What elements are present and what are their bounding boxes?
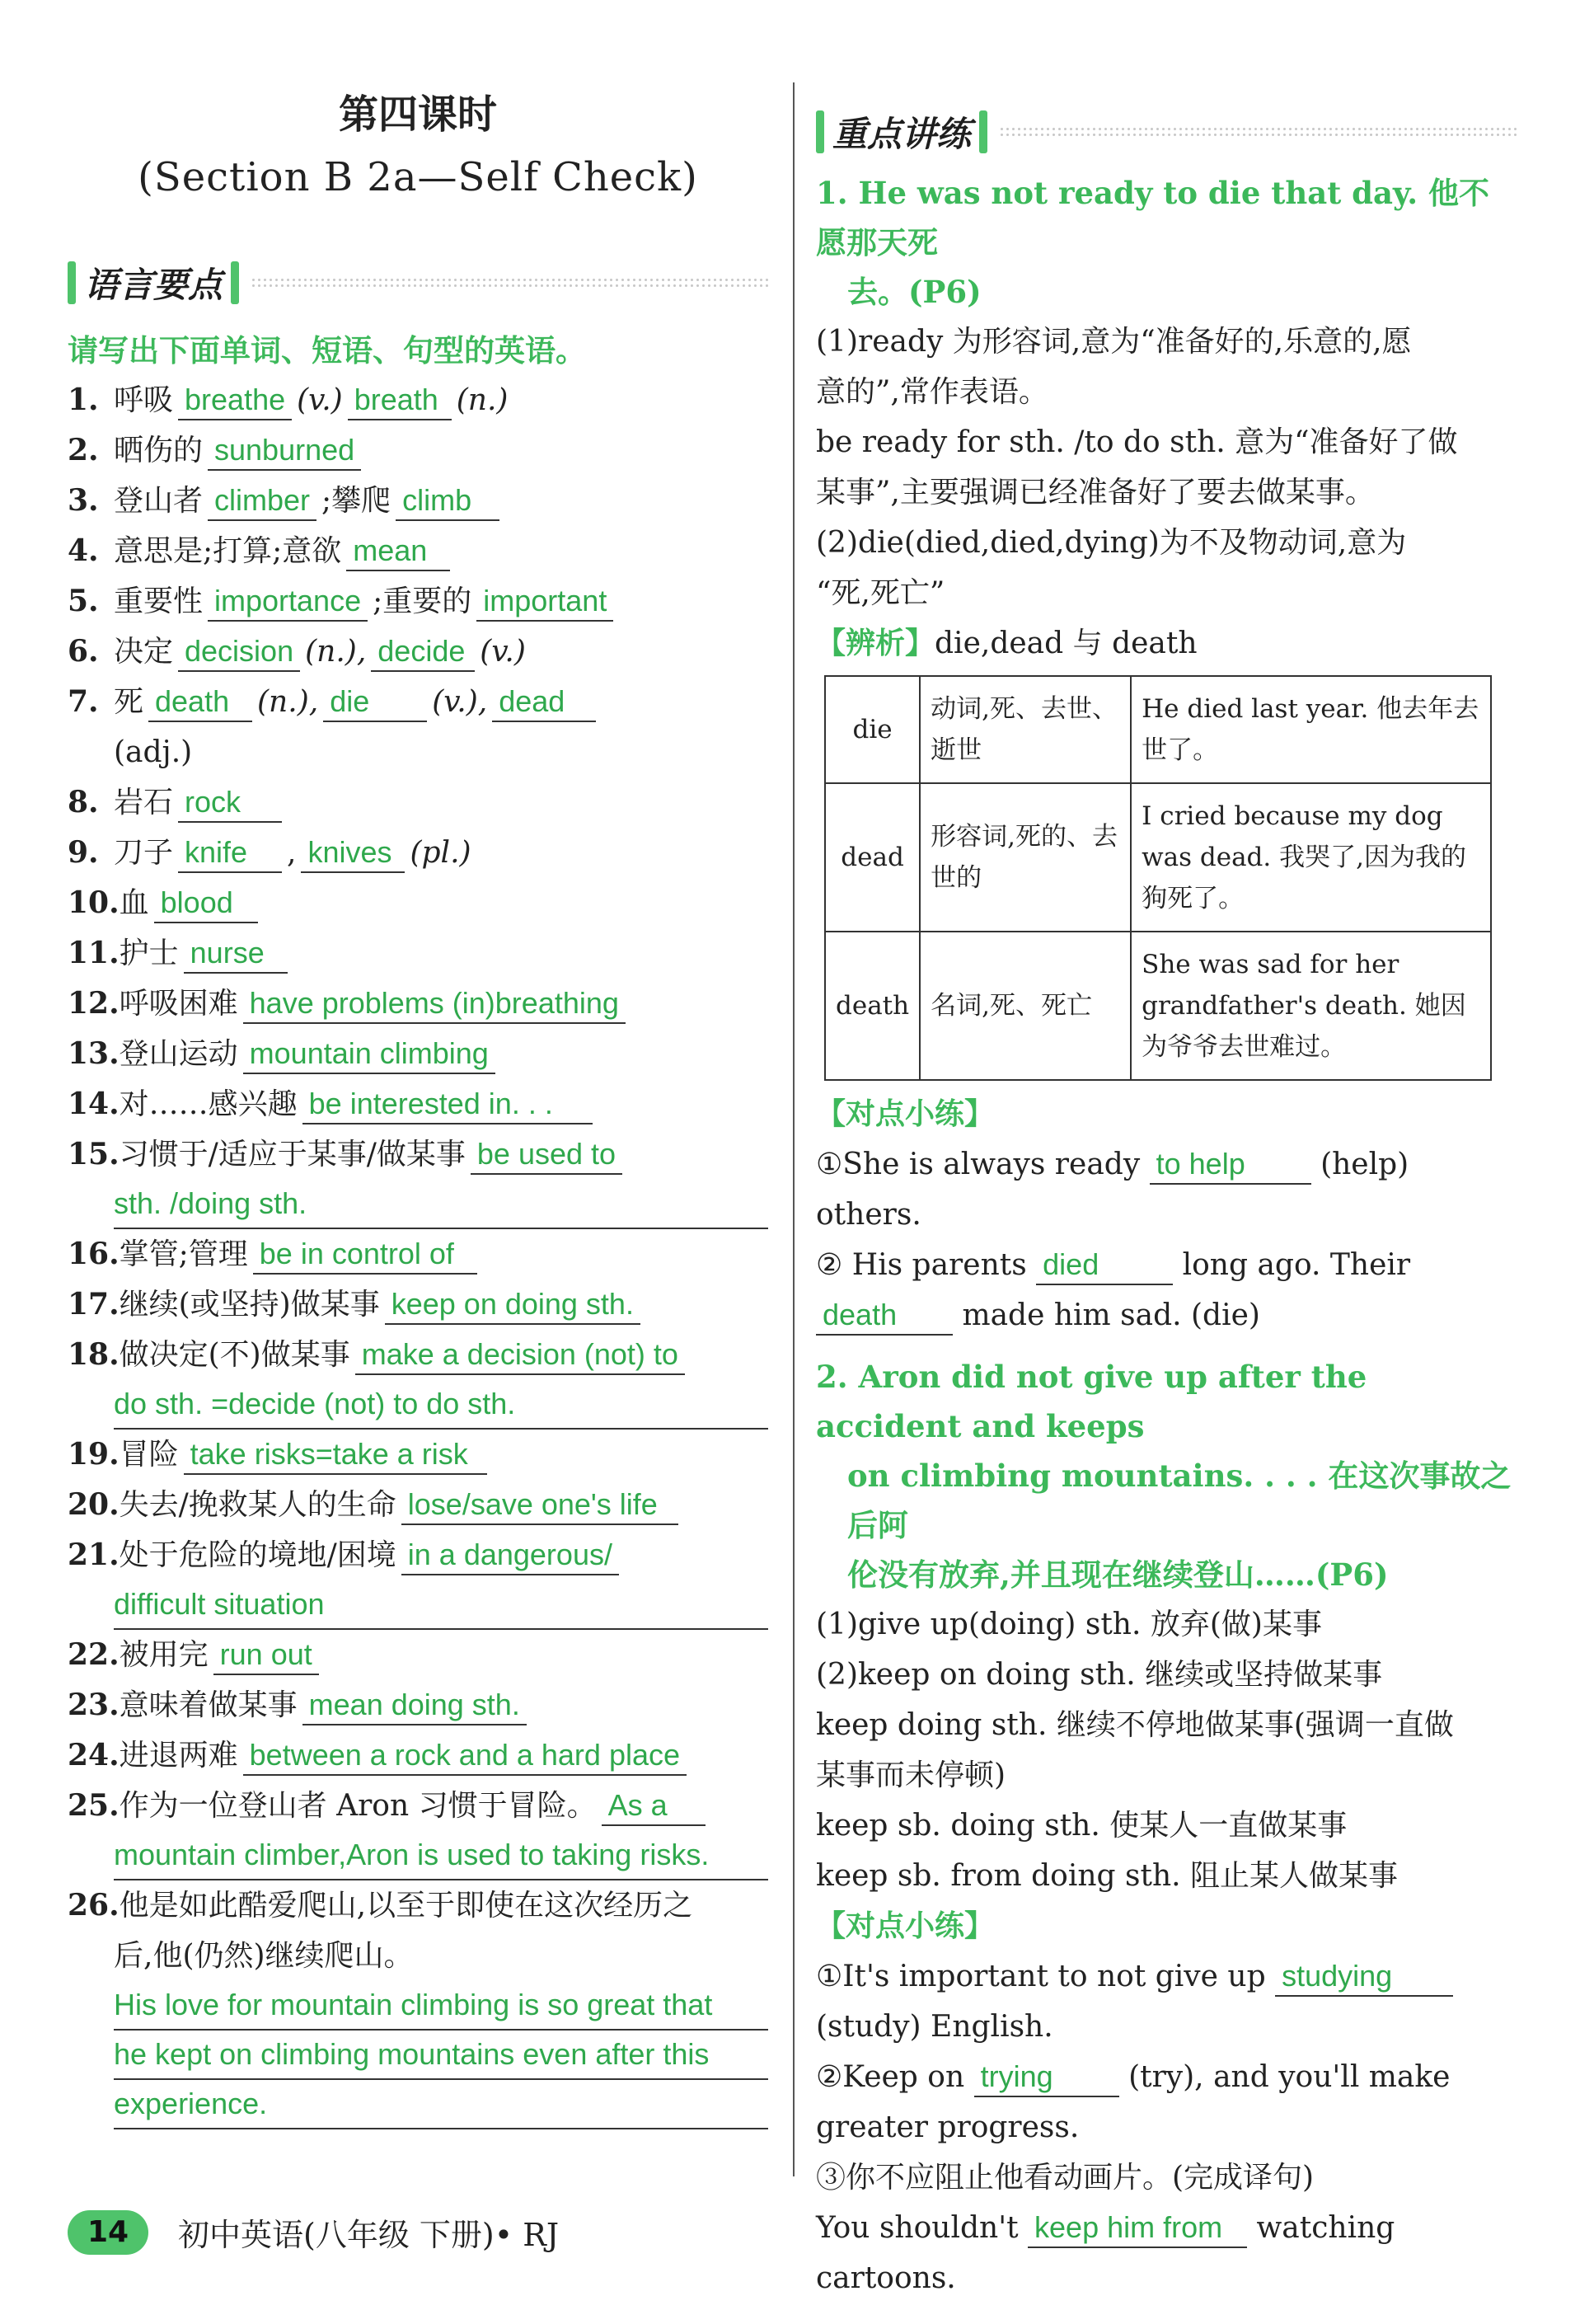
point1-practice	[816, 1089, 1517, 1340]
table-row	[825, 676, 1491, 783]
answer-blank: keep him from	[1028, 2209, 1247, 2248]
point2-line: 某事而未停顿)	[816, 1758, 1006, 1792]
prompt-text: 决定	[114, 635, 174, 669]
point2-line: (1)give up(doing) sth. 放弃(做)某事	[816, 1608, 1322, 1641]
prompt-text: 重要性	[114, 585, 204, 618]
exercise-line: others.	[816, 1198, 921, 1232]
point1-line: be ready for sth. /to do sth. 意为“准备好了做	[816, 425, 1458, 459]
vocab-item	[68, 1480, 768, 1530]
item-number: 13.	[68, 1036, 120, 1071]
page-footer	[68, 2209, 559, 2255]
prompt-text: 呼吸困难	[119, 987, 238, 1021]
prompt-text: 进退两难	[119, 1739, 238, 1772]
vocab-item	[68, 828, 768, 878]
answer-blank: between a rock and a hard place	[243, 1736, 687, 1776]
table-row	[825, 932, 1491, 1080]
answer-blank: mean doing sth.	[302, 1686, 527, 1725]
prompt-text: 失去/挽救某人的生命	[119, 1488, 396, 1522]
answer-blank: take risks=take a risk	[184, 1435, 487, 1475]
vocab-item	[68, 1530, 768, 1630]
point2-line: keep sb. from doing sth. 阻止某人做某事	[816, 1859, 1399, 1893]
left-column	[68, 82, 768, 2129]
table-meaning: 动词,死、去世、逝世	[920, 676, 1131, 783]
answer-blank: breathe	[178, 381, 292, 420]
part-of-speech: (n.),	[257, 685, 319, 719]
prompt-text: 登山运动	[119, 1037, 238, 1071]
item-number: 9.	[68, 835, 99, 870]
vocab-item	[68, 1029, 768, 1079]
item-number: 16.	[68, 1237, 120, 1271]
answer-blank: die	[323, 683, 427, 722]
point1-line: 某事”,主要强调已经准备好了要去做某事。	[816, 476, 1375, 509]
vocab-item	[68, 375, 768, 425]
item-number: 14.	[68, 1087, 120, 1121]
point2-title-line: on climbing mountains. . . . 在这次事故之后阿	[847, 1458, 1512, 1543]
point2-line: keep doing sth. 继续不停地做某事(强调一直做	[816, 1708, 1454, 1742]
vocab-item	[68, 677, 768, 777]
answer-blank: studying	[1275, 1957, 1453, 1997]
item-number: 8.	[68, 785, 99, 819]
vocab-item	[68, 1630, 768, 1680]
lesson-subtitle: (Section B 2a—Self Check)	[138, 154, 698, 200]
exercise-text: ② His parents	[816, 1248, 1027, 1282]
vocab-item	[68, 526, 768, 576]
exercise-line: (study) English.	[816, 2010, 1053, 2044]
table-word: dead	[825, 783, 920, 932]
vocab-item	[68, 1680, 768, 1730]
part-of-speech: (v.)	[480, 635, 526, 669]
vocab-item	[68, 576, 768, 627]
answer-blank: rock	[178, 783, 282, 823]
answer-blank: be interested in. . .	[302, 1085, 593, 1124]
prompt-text: 冒险	[119, 1438, 179, 1472]
section-bar-icon	[231, 261, 239, 304]
item-number: 5.	[68, 584, 99, 618]
prompt-text: 意味着做某事	[119, 1688, 298, 1722]
item-number: 23.	[68, 1688, 120, 1722]
answer-blank: make a decision (not) to	[355, 1336, 685, 1375]
answer-blank: decide	[371, 632, 475, 672]
vocab-item	[68, 627, 768, 677]
vocab-list	[68, 375, 768, 2129]
dotted-rule	[999, 126, 1517, 138]
answer-blank: died	[1036, 1246, 1173, 1285]
answer-blank: climber	[208, 481, 316, 521]
vocab-item	[68, 1430, 768, 1480]
part-of-speech: (v.)	[297, 383, 343, 417]
section-header-language-points	[68, 258, 768, 308]
exercise-line	[816, 1951, 1517, 2002]
answer-blank: As a	[602, 1786, 706, 1826]
answer-continuation: sth. /doing sth.	[114, 1180, 768, 1229]
answer-blank: important	[476, 582, 613, 622]
item-number: 4.	[68, 533, 99, 568]
answer-blank: mountain climbing	[243, 1035, 495, 1074]
answer-blank: lose/save one's life	[401, 1486, 678, 1525]
table-row	[825, 783, 1491, 932]
item-number: 26.	[68, 1888, 120, 1923]
item-number: 24.	[68, 1738, 120, 1772]
prompt-text: ;攀爬	[321, 484, 391, 518]
page-number: 14	[68, 2210, 148, 2255]
analysis-text: die,dead 与 death	[935, 627, 1198, 660]
item-number: 12.	[68, 986, 120, 1021]
exercise-line	[816, 1139, 1517, 1190]
prompt-text: 被用完	[119, 1638, 209, 1672]
point2-title	[816, 1352, 1517, 1599]
section-label: 语言要点	[84, 265, 223, 305]
prompt-text: 死	[114, 685, 144, 719]
item-number: 2.	[68, 433, 99, 467]
answer-line: he kept on climbing mountains even after this	[114, 2031, 768, 2080]
section-bar-icon	[816, 110, 824, 153]
answer-blank: climb	[396, 481, 499, 521]
answer-line: His love for mountain climbing is so great that	[114, 1981, 768, 2031]
section-bar-icon	[979, 110, 987, 153]
column-divider	[793, 82, 795, 2176]
table-word: die	[825, 676, 920, 783]
instruction: 请写出下面单词、短语、句型的英语。	[68, 333, 586, 369]
vocab-item	[68, 928, 768, 979]
prompt-text: 岩石	[114, 786, 174, 819]
exercise-line	[816, 1240, 1517, 1290]
exercise-text: (try), and you'll make	[1128, 2060, 1451, 2094]
answer-blank: in a dangerous/	[401, 1536, 619, 1575]
prompt-text: 意思是;打算;意欲	[114, 534, 342, 568]
answer-continuation: difficult situation	[114, 1580, 768, 1630]
prompt-text: 血	[119, 886, 149, 920]
answer-blank: be in control of	[253, 1235, 477, 1275]
exercise-line: ③你不应阻止他看动画片。(完成译句)	[816, 2161, 1315, 2195]
exercise-text: made him sad. (die)	[962, 1298, 1260, 1332]
answer-blank: decision	[178, 632, 300, 672]
table-word: death	[825, 932, 920, 1080]
item-number: 6.	[68, 634, 99, 669]
item-number: 7.	[68, 684, 99, 719]
practice-tag: 【对点小练】	[816, 1909, 995, 1943]
point1-title	[816, 168, 1517, 317]
answer-blank: be used to	[471, 1135, 622, 1175]
answer-blank: mean	[346, 532, 450, 571]
prompt-text: 处于危险的境地/困境	[119, 1538, 396, 1572]
item-number: 17.	[68, 1287, 120, 1322]
answer-blank: nurse	[184, 934, 288, 974]
exercise-text: watching	[1256, 2211, 1395, 2245]
answer-line: experience.	[114, 2080, 768, 2129]
prompt-text: 呼吸	[114, 383, 174, 417]
prompt-text: 对……感兴趣	[119, 1087, 298, 1121]
prompt-text: 晒伤的	[114, 434, 204, 467]
part-of-speech: (n.),	[305, 635, 367, 669]
exercise-line: greater progress.	[816, 2110, 1080, 2144]
vocab-item	[68, 1229, 768, 1279]
point1-line: (1)ready 为形容词,意为“准备好的,乐意的,愿	[816, 325, 1412, 359]
vocab-item	[68, 425, 768, 476]
point1-title-line: 去。(P6)	[847, 274, 982, 310]
vocab-item	[68, 979, 768, 1029]
answer-blank: death	[816, 1296, 953, 1336]
prompt-text: 他是如此酷爱爬山,以至于即使在这次经历之	[119, 1889, 693, 1923]
book-title: 初中英语(八年级 下册)• RJ	[178, 2217, 560, 2253]
point1-line: 意的”,常作表语。	[816, 375, 1048, 409]
prompt-continuation: 后,他(仍然)继续爬山。	[114, 1939, 414, 1973]
vocab-item	[68, 1880, 768, 2129]
item-number: 10.	[68, 885, 120, 920]
vocab-item	[68, 1330, 768, 1430]
item-number: 15.	[68, 1137, 120, 1171]
item-number: 3.	[68, 483, 99, 518]
answer-blank: run out	[213, 1636, 319, 1675]
exercise-line	[816, 2203, 1517, 2253]
point1-line: “死,死亡”	[816, 576, 945, 610]
item-number: 1.	[68, 383, 99, 417]
table-example: She was sad for her grandfather's death. 她因为爷爷去世难过。	[1131, 932, 1491, 1080]
answer-blank: keep on doing sth.	[385, 1285, 640, 1325]
part-of-speech: (v.),	[432, 685, 488, 719]
prompt-continuation: (adj.)	[114, 735, 193, 769]
prompt-text: 继续(或坚持)做某事	[119, 1288, 380, 1322]
vocab-item	[68, 1129, 768, 1229]
section-label: 重点讲练	[832, 114, 972, 154]
vocab-item	[68, 476, 768, 526]
answer-blank: knife	[178, 833, 282, 873]
answer-blank: death	[148, 683, 252, 722]
item-number: 22.	[68, 1637, 120, 1672]
item-number: 21.	[68, 1538, 120, 1572]
item-number: 18.	[68, 1337, 120, 1372]
vocab-item	[68, 878, 768, 928]
analysis-tag: 【辨析】	[816, 627, 935, 660]
item-number: 25.	[68, 1788, 120, 1823]
exercise-line	[816, 2052, 1517, 2102]
vocab-item	[68, 1730, 768, 1781]
answer-blank: to help	[1150, 1145, 1311, 1185]
prompt-text: 护士	[119, 937, 179, 970]
vocab-item	[68, 1079, 768, 1129]
right-column	[816, 107, 1517, 2303]
item-number: 20.	[68, 1487, 120, 1522]
exercise-text: ②Keep on	[816, 2060, 965, 2094]
answer-blank: sunburned	[208, 431, 361, 471]
item-number: 19.	[68, 1437, 120, 1472]
point2-title-line: 2. Aron did not give up after the accident and keeps	[816, 1359, 1367, 1444]
answer-blank: trying	[974, 2058, 1119, 2097]
dotted-rule	[251, 277, 768, 289]
practice-tag: 【对点小练】	[816, 1097, 995, 1131]
prompt-text: ;重要的	[373, 585, 472, 618]
point2-title-line: 伦没有放弃,并且现在继续登山……(P6)	[847, 1556, 1389, 1593]
exercise-text: ①It's important to not give up	[816, 1960, 1266, 1993]
prompt-text: 掌管;管理	[119, 1237, 248, 1271]
table-meaning: 形容词,死的、去世的	[920, 783, 1131, 932]
answer-blank: dead	[492, 683, 596, 722]
part-of-speech: (pl.)	[410, 836, 471, 870]
exercise-text: long ago. Their	[1182, 1248, 1411, 1282]
table-example: He died last year. 他去年去世了。	[1131, 676, 1491, 783]
prompt-text: 做决定(不)做某事	[119, 1338, 350, 1372]
exercise-text: ①She is always ready	[816, 1148, 1141, 1181]
point2-body	[816, 1599, 1517, 2303]
part-of-speech: (n.)	[456, 383, 509, 417]
point1-title-line: 1. He was not ready to die that day. 他不愿那天死	[816, 175, 1490, 261]
vocab-item	[68, 1279, 768, 1330]
answer-blank: breath	[348, 381, 452, 420]
prompt-text: 习惯于/适应于某事/做某事	[119, 1138, 466, 1171]
point2-line: (2)keep on doing sth. 继续或坚持做某事	[816, 1658, 1383, 1692]
prompt-text: 刀子	[114, 836, 174, 870]
analysis-line	[816, 618, 1517, 669]
prompt-text: 作为一位登山者 Aron 习惯于冒险。	[119, 1789, 597, 1823]
lesson-title: 第四课时	[338, 92, 497, 138]
point1-body	[816, 317, 1517, 669]
table-example: I cried because my dog was dead. 我哭了,因为我的狗死了。	[1131, 783, 1491, 932]
vocab-item	[68, 777, 768, 828]
answer-blank: have problems (in)breathing	[243, 984, 626, 1024]
table-meaning: 名词,死、死亡	[920, 932, 1131, 1080]
point1-line: (2)die(died,died,dying)为不及物动词,意为	[816, 526, 1407, 560]
prompt-text: ,	[287, 836, 297, 870]
comparison-table	[824, 675, 1492, 1081]
answer-blank: importance	[208, 582, 368, 622]
item-number: 11.	[68, 936, 120, 970]
answer-blank: blood	[154, 884, 258, 923]
exercise-text: You shouldn't	[816, 2211, 1019, 2245]
vocab-item	[68, 1781, 768, 1880]
answer-continuation: mountain climber,Aron is used to taking risks.	[114, 1831, 768, 1880]
exercise-line: cartoons.	[816, 2261, 956, 2295]
exercise-text: (help)	[1320, 1148, 1409, 1181]
section-header-key-points	[816, 107, 1517, 157]
section-bar-icon	[68, 261, 76, 304]
answer-continuation: do sth. =decide (not) to do sth.	[114, 1380, 768, 1430]
prompt-text: 登山者	[114, 484, 204, 518]
point2-line: keep sb. doing sth. 使某人一直做某事	[816, 1809, 1348, 1843]
exercise-line	[816, 1290, 1517, 1340]
answer-blank: knives	[301, 833, 405, 873]
